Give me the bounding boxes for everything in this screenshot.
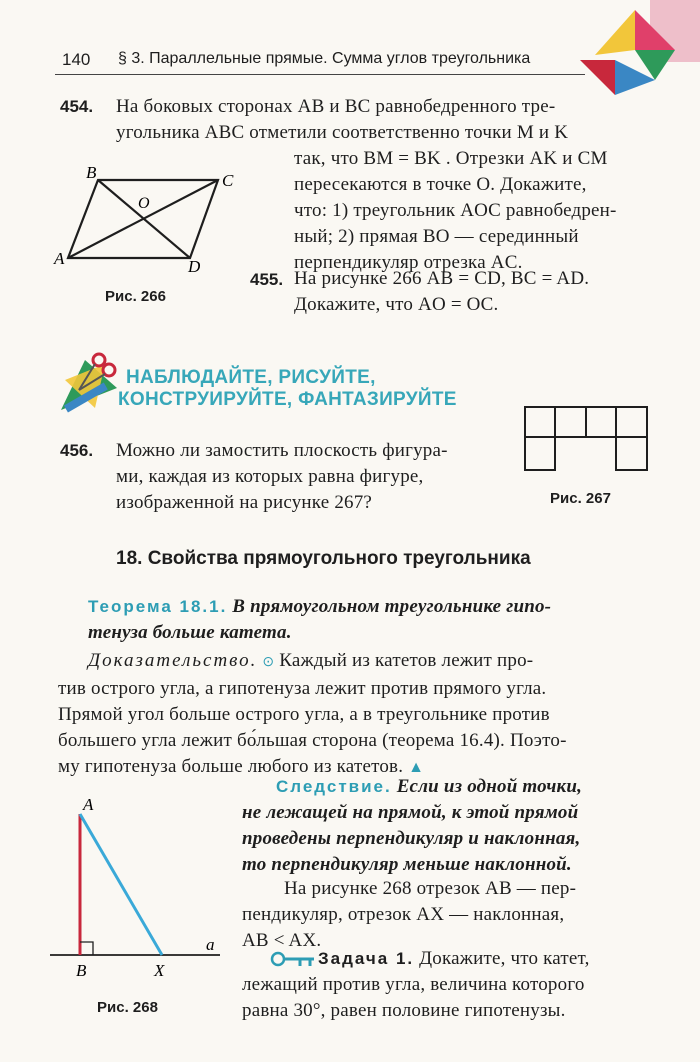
figure-267-grid-shape (522, 404, 652, 476)
problem-454-line: На боковых сторонах AB и BC равнобедренного тре- (116, 96, 556, 117)
right-angle-mark (80, 942, 93, 955)
task-1-line: лежащий против угла, величина которого (242, 974, 585, 995)
theorem-line2: тенуза больше катета. (88, 622, 292, 643)
fig268-line: пендикуляр, отрезок AX — наклонная, (242, 904, 565, 925)
label-a-point: A (83, 795, 94, 814)
problem-454-line: ный; 2) прямая BO — серединный (294, 226, 579, 247)
proof-end-triangle-icon: ▲ (408, 759, 425, 776)
proof-line: Прямой угол больше острого угла, а в треугольнике против (58, 704, 550, 725)
label-o: O (138, 195, 150, 212)
fig268-line: AB < AX. (242, 930, 322, 951)
problem-454-text (116, 94, 656, 146)
task-1-label: Задача 1. (318, 949, 415, 968)
problem-454-number: 454. (60, 97, 94, 116)
label-x-point: X (154, 961, 165, 980)
section-18-title: 18. Свойства прямоугольного треугольника (116, 548, 531, 569)
theorem-18-1 (88, 594, 658, 646)
proof-line: му гипотенуза больше любого из катетов. (58, 756, 404, 777)
problem-456-line: изображенной на рисунке 267? (116, 492, 373, 513)
proof-block (58, 648, 658, 781)
problem-454-line: что: 1) треугольник AOC равнобедрен- (294, 200, 617, 221)
proof-first-line: Каждый из катетов лежит про- (279, 650, 534, 671)
label-a: A (54, 249, 65, 268)
corollary-line: не лежащей на прямой, к этой прямой (242, 802, 579, 823)
problem-454-line: угольника ABC отметили соответственно точки M и K (116, 122, 569, 143)
problem-456-line: Можно ли замостить плоскость фигура- (116, 440, 448, 461)
proof-line: большего угла лежит бо́льшая сторона (теорема 16.4). Поэто- (58, 730, 567, 751)
corollary-block (242, 774, 656, 878)
label-c: C (222, 171, 234, 190)
problem-456-text (116, 438, 516, 516)
header-divider (55, 74, 585, 75)
figure-268-right-triangle (50, 790, 230, 990)
problem-455-line: Докажите, что AO = OC. (294, 294, 499, 315)
problem-454-line: так, что BM = BK . Отрезки AK и CM (294, 148, 608, 169)
tools-scissors-icon (55, 350, 123, 418)
task-1-block (242, 946, 658, 1024)
label-d: D (188, 257, 201, 276)
problem-456-line: ми, каждая из которых равна фигуре, (116, 466, 424, 487)
figure-267-caption: Рис. 267 (550, 490, 611, 507)
problem-456-number: 456. (60, 441, 94, 460)
problem-454-line: пересекаются в точке O. Докажите, (294, 174, 587, 195)
corollary-line: то перпендикуляр меньше наклонной. (242, 854, 572, 875)
tangram-decoration-icon (560, 0, 700, 100)
fig268-line: На рисунке 268 отрезок AB — пер- (284, 878, 577, 899)
page-number: 140 (62, 50, 91, 69)
proof-start-icon: ⊙ (262, 655, 275, 670)
label-line-a: a (206, 935, 215, 954)
key-icon (270, 950, 316, 968)
theorem-label: Теорема 18.1. (88, 597, 228, 616)
section-header-title: § 3. Параллельные прямые. Сумма углов треугольника (118, 50, 531, 67)
figure-268-caption: Рис. 268 (97, 999, 158, 1016)
slant-ax (80, 814, 162, 955)
problem-454-line: перпендикуляр отрезка AC. (294, 252, 523, 273)
theorem-line1: В прямоугольном треугольнике гипо- (232, 596, 552, 617)
figure-266-caption: Рис. 266 (105, 288, 166, 305)
corollary-first-line: Если из одной точки, (396, 776, 583, 797)
task-1-line: равна 30°, равен половине гипотенузы. (242, 1000, 566, 1021)
corollary-label: Следствие. (276, 777, 392, 796)
corollary-line: проведены перпендикуляр и наклонная, (242, 828, 581, 849)
proof-line: тив острого угла, а гипотенуза лежит против прямого угла. (58, 678, 547, 699)
problem-455-text (294, 266, 656, 318)
figure-268-description (242, 876, 656, 954)
figure-266-parallelogram (50, 160, 250, 280)
label-b: B (86, 163, 97, 182)
proof-label: Доказательство. (88, 650, 258, 671)
task-1-first-line: Докажите, что катет, (419, 948, 590, 969)
label-b-point: B (76, 961, 87, 980)
diagonal-bd (98, 180, 190, 258)
problem-454-text-wrapped (294, 146, 656, 276)
section-banner-line1: НАБЛЮДАЙТЕ, РИСУЙТЕ, (126, 367, 376, 388)
section-banner-line2: КОНСТРУИРУЙТЕ, ФАНТАЗИРУЙТЕ (118, 389, 457, 410)
problem-455-number: 455. (250, 270, 284, 289)
problem-455-line: На рисунке 266 AB = CD, BC = AD. (294, 268, 590, 289)
